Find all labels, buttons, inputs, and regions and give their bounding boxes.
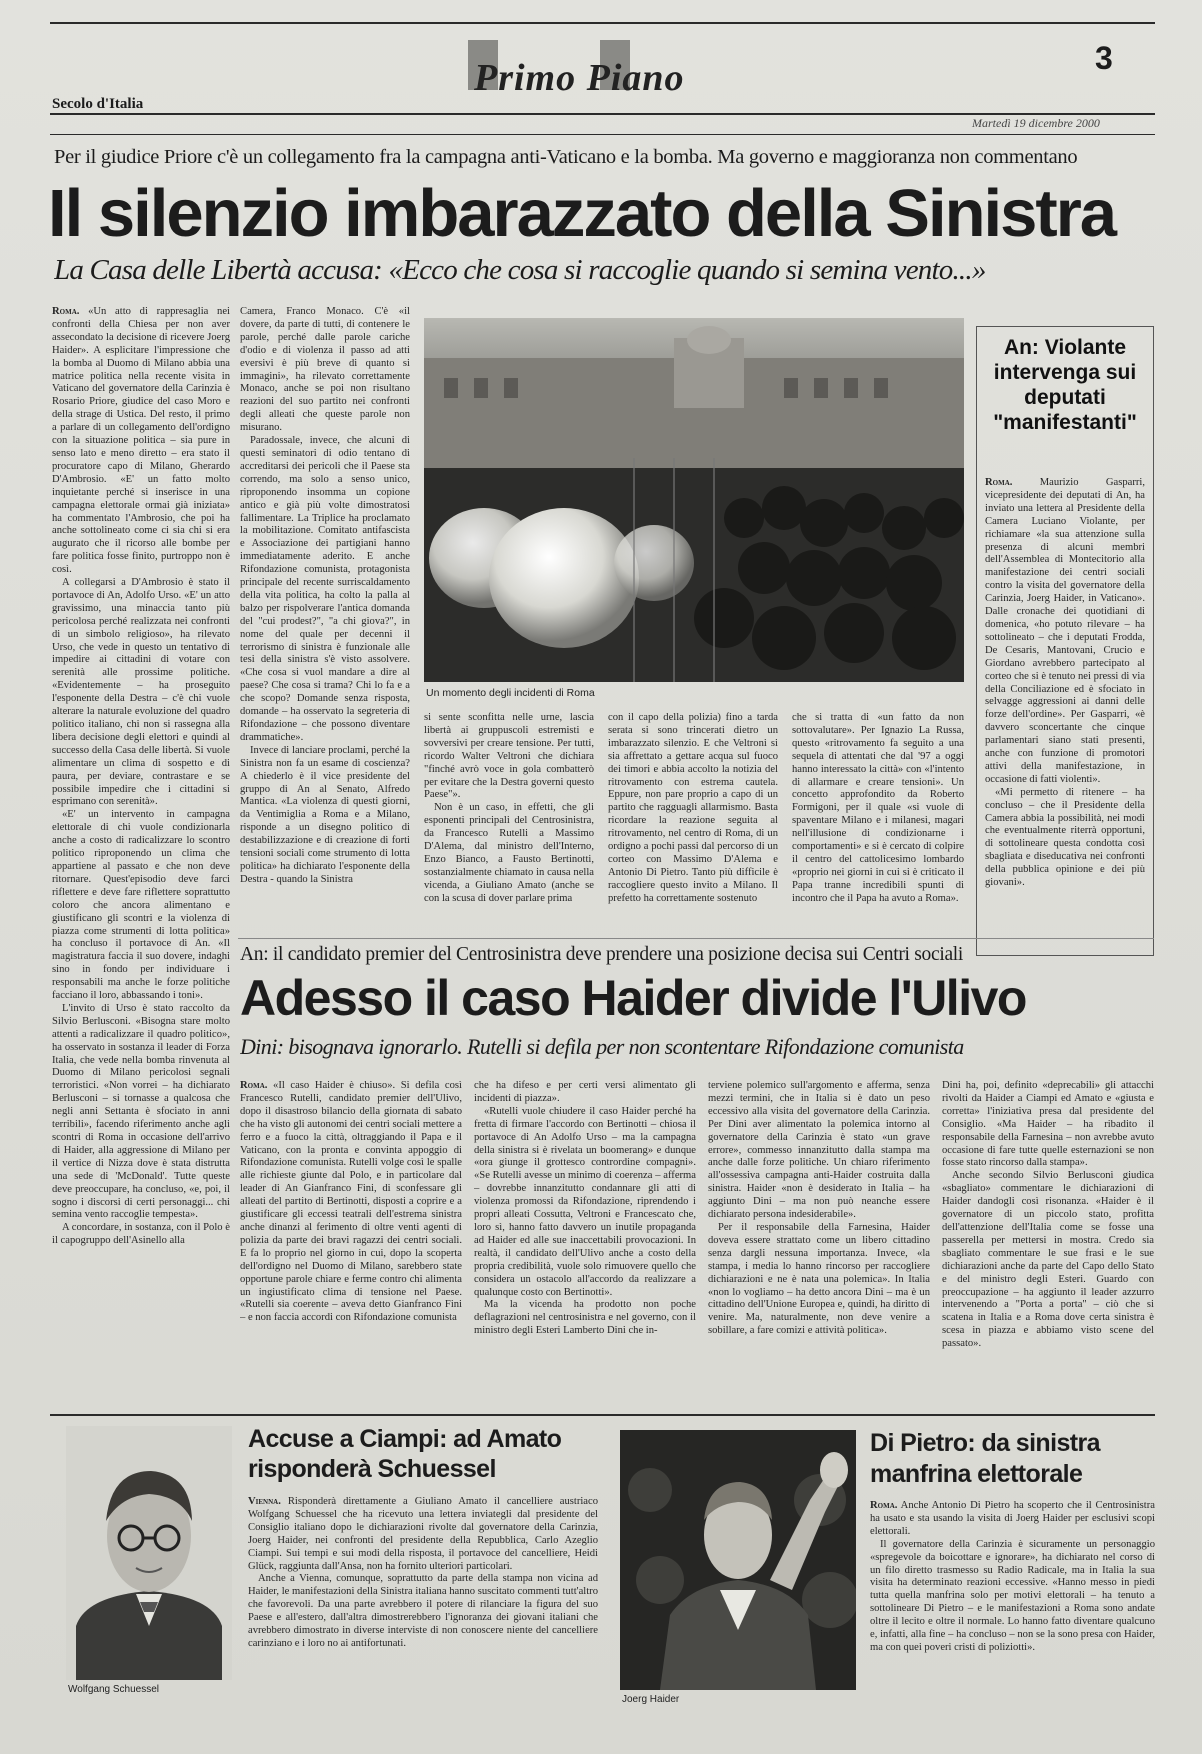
bottom-right-text xyxy=(870,1500,1155,1710)
second-column-1 xyxy=(240,1080,462,1380)
lead-text-1b: A collegarsi a D'Ambrosio è stato il portavoce di An, Adolfo Urso. «E' un atto gravissimo, una minaccia tanto più pericolosa perché realizzata nei confronti di un simbolo religioso», ha rilevato Urso, che vede in questo un tentativo di impedire ai cittadini di votare con serenità alle prossime politiche. «Evidentemente – ha proseguito l'esponente della Destra – c'è chi vuole alterare la naturale evoluzione del quadro politico italiano, chi non si rassegna alla libera decisione degli elettori e quindi al successo della Casa delle libertà. Si vuole alimentare un clima di sospetto e di paura, per deviare, contrastare e se possibile impedire che i cittadini si esprimano con serenità». xyxy=(52,577,230,808)
sidebar-text-2: «Mi permetto di ritenere – ha concluso – che il Presidente della Camera abbia la possibilità, nei modi che eventualmente riterrà opportuni, di sottolineare questa condotta così sbagliata e diseducativa nei confronti della pubblica opinione e dei più giovani». xyxy=(985,786,1145,889)
bottom-right-text-1: Anche Antonio Di Pietro ha scoperto che il Centrosinistra ha usato e sta usando la visita di Joerg Haider per esclusivi scopi elettorali. xyxy=(870,1500,1155,1537)
lead-text-5: che si tratta di «un fatto da non sottovalutare». Per Ignazio La Russa, questo «ritrovamento fa seguito a una sequela di attentati che dal '97 a oggi hanno interessato la città» con «l'intento di allarmare e creare tensioni». Un concetto approfondito da Roberto Formigoni, per il quale «si vuole di spaventare Milano e i milanesi, magari nell'illusione di condizionarne i comportamenti» e si è cercato di colpire il centro del cattolicesimo lombardo «proprio nei giorni in cui si è criticato il Papa tranne incredibili spunti di incontro che il Papa ha avuto a Roma». xyxy=(792,712,964,904)
lead-column-5 xyxy=(792,712,964,958)
masthead-rule xyxy=(50,113,1155,115)
issue-date: Martedì 19 dicembre 2000 xyxy=(972,116,1100,130)
schuessel-photo-caption: Wolfgang Schuessel xyxy=(68,1684,159,1695)
dateline: Roma. xyxy=(985,477,1013,488)
dateline: Vienna. xyxy=(248,1496,281,1507)
lead-text-1c: «E' un intervento in campagna elettorale di chi vuole condizionarla anche a costo di radicalizzare lo scontro politico riproponendo un clima che appartiene al passato e che non deve ritornare. Quest'episodio deve farci riflettere e deve fare riflettere soprattutto coloro che ancora alimentano e giustificano gli scontri e la violenza di piazza come strumenti di lotta politica» ha concluso il portavoce di An. «Il magistratura faccia il suo dovere, indaghi sino in fondo per individuare i responsabili ma anche le forze politiche facciano il loro, abbassando i toni». xyxy=(52,809,230,1002)
lead-text-3b: Non è un caso, in effetti, che gli esponenti principali del Centrosinistra, da Francesco Rutelli a Massimo D'Alema, dal ministro dell'Interno, Enzo Bianco, a Fausto Bertinotti, sostanzialmente chiamato in causa nella vicenda, a Giuliano Amato (anche se con la scusa di dover parlare prima xyxy=(424,802,594,904)
lead-text-4: con il capo della polizia) fino a tarda serata si sono trincerati dietro un imbarazzato silenzio. E che Veltroni si sia affrettato a gettare acqua sul fuoco dei timori e abbia accolto la notizia del ritrovamento con estrema cautela. Eppure, non pare proprio a capo di un partito che ragguagli allarmismo. Basta ricordare la reazione seguita al ritrovamento, nel centro di Roma, di un ordigno a pochi passi dal percorso di un corteo con Massimo D'Alema e Antonio Di Pietro. Tanto più difficile è raccogliere questo invito a Milano. Il prefetto ha correttamente sostenuto xyxy=(608,712,778,904)
page-number: 3 xyxy=(1095,40,1113,76)
portrait-image xyxy=(66,1426,232,1680)
haider-photo-caption: Joerg Haider xyxy=(622,1694,680,1705)
bottom-right-text-2: Il governatore della Carinzia è sicuramente un personaggio «spregevole da boicottare e ignorare», ha dichiarato nel corso di un filo diretto trasmesso su Radio Radicale, ma in Italia la sua visita ha determinato reazioni eccessive. «Hanno messo in piedi tutta quella manfrina solo per motivi elettorali – ha tenuto a sottolineare Di Pietro – e le manifestazioni a Roma sono andate oltre il lecito e oltre il normale. Lo hanno fatto diventare qualcuno e, infatti, alla fine – ha concluso – non se la sono presa con Haider, ma con quei poveri cristi di poliziotti». xyxy=(870,1538,1155,1653)
second-text-4: Dini ha, poi, definito «deprecabili» gli attacchi rivolti da Haider a Ciampi ed Amato e «giusta e corretta» l'iniziativa presa dal presidente del Consiglio. «Ma Haider – ha ribadito il responsabile della Farnesina – non avrebbe avuto occasione di fare tutte quelle esternazioni se non fosse stato rincorso dalla stampa». xyxy=(942,1080,1154,1169)
lead-photo-caption: Un momento degli incidenti di Roma xyxy=(426,687,595,699)
sidebar-text-1: Maurizio Gasparri, vicepresidente dei deputati di An, ha inviato una lettera al Presidente della Camera Luciano Violante, per richiamare «la sua attenzione sulla presenza di alcuni membri dell'Assemblea di Montecitorio alla manifestazione dei centri sociali contro la visita del governatore della Carinzia, Joerg Haider, in Vaticano». Dalle cronache dei quotidiani di domenica, «ho potuto rilevare – ha sottolineato – che i deputati Frodda, De Cesaris, Mantovani, Crucio e Giordano avrebbero partecipato al corteo che si è tenuto nei pressi di via della Conciliazione ed è sfociato in selvagge aggressioni ai danni delle forze dell'ordine». Per Gasparri, «è davvero sconcertante che cinque parlamentari siano stati presenti, anche con funzione di promotori attivi della manifestazione, in occasione di fatti violenti». xyxy=(985,477,1145,785)
section-title-box xyxy=(468,40,768,98)
dateline: Roma. xyxy=(870,1500,898,1511)
second-subhead: Dini: bisognava ignorarlo. Rutelli si defila per non scontentare Rifondazione comunista xyxy=(240,1034,964,1059)
lead-text-3: si sente sconfitta nelle urne, lascia libertà ai gruppuscoli estremisti e sovversivi per creare tensione. Per tutti, ricordo Walter Veltroni che dichiara "finché avrò voce in gola combatterò per evitare che la Destra governi questo Paese"». xyxy=(424,712,594,801)
haider-photo xyxy=(620,1430,856,1690)
lead-column-3 xyxy=(424,712,594,958)
paper-name: Secolo d'Italia xyxy=(52,96,144,112)
second-text-4b: Anche secondo Silvio Berlusconi giudica «sbagliato» commentare le dichiarazioni di Haider dandogli così risonanza. «Haider è il governatore di un piccolo stato, profitta dell'attenzione dell'Italia come se fosse una passerella per mettersi in mostra. Credo sia sbagliato commentare le sue frasi e le sue dichiarazioni anche da parte del Capo dello Stato e del ministro degli Esteri. Guardo con preoccupazione – ha aggiunto il leader azzurro intervenendo a "Porta a porta" – ciò che si scatena in Italia e a Roma dove certa sinistra è scesa in piazza e abbiamo visto scene del passato». xyxy=(942,1170,1154,1350)
lead-text-1e: A concordare, in sostanza, con il Polo è il capogruppo dell'Asinello alla xyxy=(52,1222,230,1247)
bottom-right-headline: Di Pietro: da sinistra manfrina elettorale xyxy=(870,1429,1100,1488)
second-text-2: che ha difeso e per certi versi alimentato gli incidenti di piazza». xyxy=(474,1080,696,1104)
lead-photo xyxy=(424,318,964,682)
lead-column-1 xyxy=(52,306,230,1414)
lead-column-2 xyxy=(240,306,410,958)
riot-scene-image xyxy=(424,318,964,682)
section-title: Primo Piano xyxy=(474,57,685,99)
second-text-2c: Ma la vicenda ha prodotto non poche deflagrazioni nel centrosinistra e nel governo, con il ministro degli Esteri Lamberto Dini che in- xyxy=(474,1299,696,1337)
bottom-rule xyxy=(50,1414,1155,1416)
bottom-left-text xyxy=(248,1496,598,1686)
portrait-image xyxy=(620,1430,856,1690)
second-column-4 xyxy=(942,1080,1154,1380)
second-text-3b: Per il responsabile della Farnesina, Haider doveva essere strattato come un libero cittadino senza dargli nessuna importanza. Invece, «la stampa, i media lo hanno rincorso per raccogliere dichiarazioni e ne è nata una polemica». In Italia «non lo vogliamo – ha detto ancora Dini – ma è un cittadino dell'Unione Europea e, quindi, ha diritto di venire. Ma, naturalmente, non deve venire a sobillare, a fare comizi e attività politica». xyxy=(708,1221,930,1337)
second-text-1: «Il caso Haider è chiuso». Si defila così Francesco Rutelli, candidato premier dell'Ulivo, dopo il disastroso bilancio della giornata di sabato che ha visto gli autonomi dei centri sociali mettere a ferro e a fuoco la città, oltraggiando il Papa e il Vaticano, con la pronta e convinta appoggio di Rifondazione comunista. Rutelli volge così le spalle alle richieste giunte dal Polo, e in particolare dal leader di An Gianfranco Fini, di sconfessare gli alleati del partito di Bertinotti, disposti a coprire e a giustificare gli eccessi teatrali dell'estrema sinistra anche dinanzi al ferimento di oltre venti agenti di polizia da parte dei bravi ragazzi dei centri sociali. E fa lo proprio nel giorno in cui, dopo la scoperta dell'ordigno nel Duomo di Milano, sarebbero state opportune parole chiare e ferme contro chi alimenta un ingiustificato clima di tensione nel Paese. «Rutelli sia coerente – aveva detto Gianfranco Fini – e non faccia accordi con Rifondazione comunista xyxy=(240,1080,462,1324)
dateline: Roma. xyxy=(52,306,80,317)
lead-text-2: Camera, Franco Monaco. C'è «il dovere, da parte di tutti, di contenere le parole, perché dalle parole cariche d'odio e di violenza il passo ad atti eversivi è più breve di quanto si immagini», ha rilevato correttamente Monaco, anche se poi non risultano reazioni del suo partito nei confronti degli alleati che queste parole non misurano. xyxy=(240,306,410,434)
second-column-3 xyxy=(708,1080,930,1380)
top-rule xyxy=(50,22,1155,24)
section-divider xyxy=(238,938,1154,939)
date-rule xyxy=(50,134,1155,135)
lead-text-1: «Un atto di rappresaglia nei confronti della Chiesa per non aver assecondato la decisione di ricevere Joerg Haider». A esplicitare l'impressione che la bomba al Duomo di Milano abbia una matrice politica nella recente visita in Vaticano del governatore della Carinzia è Rosario Priore, giudice del caso Moro e della strage di Ustica. Del resto, il primo a parlare di un collegamento dell'ordigno con la situazione politica – sia pure in senso lato e meno diretto – era stato il procuratore capo di Milano, Gherardo D'Ambrosio. «E' un fatto molto inquietante perché si inserisce in una campagna elettorale ormai già iniziata» ha commentato l'Ambrosio, che poi ha anche sottolineato come ci sia chi si era augurato che il ricorso alle bombe per fare politica fosse finito, purtroppo non è così. xyxy=(52,306,230,576)
second-text-2b: «Rutelli vuole chiudere il caso Haider perché ha fretta di firmare l'accordo con Bertinotti – chiosa il portavoce di An Adolfo Urso – ma la campagna della sinistra si è rivelata un boomerang» e dunque «ora giunge il grottesco contrordine compagni». «Se Rutelli avesse un minimo di coerenza – afferma – dovrebbe innanzitutto condannare gli atti di violenza promossi da Rifondazione, riprendendo i propri alleati Cossutta, Veltroni e Francescato che, loro sì, hanno fatto davvero un inutile propaganda ad Haider ed alle sue inaccettabili provocazioni. In realtà, il candidato dell'Ulivo anche a costo della propria credibilità, vuole solo rimuovere quello che considera un ostacolo all'accordo da realizzare a qualunque costo con Bertinotti». xyxy=(474,1105,696,1298)
second-headline: Adesso il caso Haider divide l'Ulivo xyxy=(240,970,1026,1026)
lead-text-2c: Invece di lanciare proclami, perché la Sinistra non fa un esame di coscienza? A chiederlo è il vice presidente del gruppo di An al Senato, Alfredo Mantica. «La violenza di questi giorni, da Ventimiglia a Roma e a Milano, risponde a un disegno politico di destabilizzazione e di creazione di forti tensioni sociali come strumento di lotta politica» ha dichiarato l'esponente della Destra - quando la Sinistra xyxy=(240,744,410,885)
sidebar-box xyxy=(976,326,1154,956)
lead-text-1d: L'invito di Urso è stato raccolto da Silvio Berlusconi. «Bisogna stare molto attenti a radicalizzare il quadro politico», ha osservato in sostanza il leader di Forza Italia, che vede nella bomba rinvenuta al Duomo di Milano pericolosi segnali terroristici. «Non vorrei – ha dichiarato Berlusconi – si tornasse a qualcosa che negli anni Settanta è sfociato in anni terribili», facendo riferimento anche agli scontri di Roma in occasione dell'arrivo di Haider, alla aggressione di Milano per il vertice di Nizza dove è stata distrutta una sede di 'McDonald'. Tutte queste deve preoccupare, ha concluso, «e, poi, il sogno i discorsi di certi personaggi... chi semina vento raccoglie tempesta». xyxy=(52,1002,230,1221)
sidebar-headline: An: Violante intervenga sui deputati "manifestanti" xyxy=(993,336,1137,434)
second-kicker: An: il candidato premier del Centrosinistra deve prendere una posizione decisa sui Centri sociali xyxy=(240,944,964,965)
dateline: Roma. xyxy=(240,1080,268,1091)
bottom-left-headline: Accuse a Ciampi: ad Amato risponderà Schuessel xyxy=(248,1425,562,1483)
lead-column-4 xyxy=(608,712,778,958)
lead-text-2b: Paradossale, invece, che alcuni di questi seminatori di odio tentano di accreditarsi dei pericoli che il Paese sta correndo, ma solo a senso unico, riproponendo insomma un copione antico e già più volte dimostratosi fallimentare. La Triplice ha proclamato la mobilitazione. Comitato antifascista e Associazione dei partigiani hanno immediatamente aderito. E anche Rifondazione comunista, protagonista principale del recente surriscaldamento della vita politica, ha colto la palla al balzo per rispolverare l'antica domanda del "cui prodest?", "a chi giova?", in nome del quale per decenni il terrorismo di sinistra è funzionale alle tesi della sinistra s'è visto assolvere. «Che cosa si vuol mandare a dire al paese? Che cosa si trama? Chi lo fa e a che scopo? Domande senza risposta, domande – ha osservato la segreteria di Rifondazione – che possono diventare drammatiche». xyxy=(240,435,410,743)
lead-subhead: La Casa delle Libertà accusa: «Ecco che cosa si raccoglie quando si semina vento...» xyxy=(54,254,986,286)
lead-kicker: Per il giudice Priore c'è un collegamento fra la campagna anti-Vaticano e la bomba. Ma governo e maggioranza non commentano xyxy=(54,146,1078,168)
bottom-left-text-1: Risponderà direttamente a Giuliano Amato il cancelliere austriaco Wolfgang Schuessel che ha ricevuto una lettera inviategli dal presidente del Consiglio italiano dopo le dichiarazioni rivolte dal governatore della Carinzia, Joerg Haider, nei confronti del presidente della Repubblica, Carlo Azeglio Ciampi. Sui tempi e sui modi della risposta, il portavoce del cancelliere, Heidi Glück, raggiunta dall'Ansa, non ha fornito ulteriori particolari. xyxy=(248,1496,598,1572)
sidebar-text xyxy=(985,477,1145,947)
second-text-3: terviene polemico sull'argomento e afferma, senza mezzi termini, che in Italia si è dato un peso eccessivo alla visita del governatore della Carinzia. Per Dini aver alimentato la polemica intorno al governatore della Carinzia è stato «un grave errore», commesso innanzitutto dalla stampa ma anche dalle forze politiche. Un chiaro riferimento all'ossessiva campagna anti-Haider costruita dalla sinistra. Haider «non è desiderato in Italia – ha aggiunto Dini – ma non può neanche essere dichiarato persona indesiderabile». xyxy=(708,1080,930,1221)
second-column-2 xyxy=(474,1080,696,1380)
schuessel-photo xyxy=(66,1426,232,1680)
bottom-left-text-2: Anche a Vienna, comunque, soprattutto da parte della stampa non vicina ad Haider, le manifestazioni della Sinistra italiana hanno suscitato commenti tutt'altro che favorevoli. Da una parte avrebbero il potere di rilanciare la figura del suo Paese e all'estero, dall'altra dimostrerebbero l'ignoranza dei giovani italiani che avrebbero dimostrato in diverse interviste di non conoscere niente del cancelliere carinziano e i loro no ai antifortunati. xyxy=(248,1573,598,1649)
lead-headline: Il silenzio imbarazzato della Sinistra xyxy=(48,176,1116,251)
